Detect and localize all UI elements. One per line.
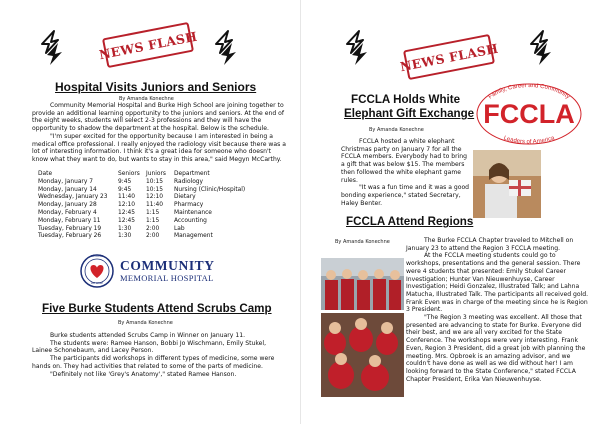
seniors-time-cell: 11:40 bbox=[118, 194, 135, 201]
logo-ring-text-bottom: WE CARE bbox=[90, 282, 104, 285]
table-row bbox=[32, 194, 250, 202]
date-cell: Monday, January 28 bbox=[38, 202, 97, 209]
paragraph: "It was a fun time and it was a good bonding experience," stated Secretary, Haley Benter. bbox=[341, 184, 470, 207]
seniors-time-cell: 12:10 bbox=[118, 202, 135, 209]
date-cell: Monday, February 4 bbox=[38, 209, 97, 216]
paragraph: At the FCCLA meeting students could go to workshops, presentations and the general session. There were 4 students that presented: Emily Stukel Career Investigation; Hunter Van Nieuwenhuyse, Career Investigation; Heidi Gonzalez, Illustrated Talk; and Lahna Matucha, Illustrated Talk. The participants all received gold. Frank Even was in charge of the meeting since he is Region 3 President. bbox=[406, 252, 589, 314]
title-line: Elephant Gift Exchange bbox=[344, 107, 475, 120]
date-cell: Wednesday, January 23 bbox=[38, 194, 108, 201]
paragraph: "The Region 3 meeting was excellent. All those that presented are advancing to state for Burke. Everyone did their best, and we are all very excited for the State Conference. The workshops were very interesting. Frank Even, Region 3 President, did a great job with planning the meeting. Mrs. Opbroek is an amazing advisor, and we couldn't have done as well as we did without her! I am looking forward to the State Conference," stated FCCLA Chapter President, Erika Van Nieuwenhuyse. bbox=[406, 314, 586, 383]
juniors-time-cell: 2:00 bbox=[146, 233, 160, 240]
seniors-time-cell: 12:45 bbox=[118, 217, 135, 224]
date-cell: Monday, February 11 bbox=[38, 217, 101, 224]
regions-group-photo bbox=[321, 258, 404, 310]
date-cell: Monday, January 7 bbox=[38, 178, 93, 185]
community-memorial-hospital-logo bbox=[80, 253, 230, 289]
svg-text:Leaders of America bbox=[503, 135, 556, 145]
paragraph: "Definitely not like 'Grey's Anatomy'," stated Ramee Hanson. bbox=[50, 370, 237, 378]
svg-text:Family, Career and Community bbox=[488, 83, 571, 100]
paragraph: The students were: Ramee Hanson, Bobbi Jo Wischmann, Emily Stukel, Lainee Schonebaum, and Lacey Person. bbox=[32, 339, 267, 355]
table-row bbox=[32, 218, 250, 226]
department-cell: Lab bbox=[174, 225, 185, 232]
department-cell: Nursing (Clinic/Hospital) bbox=[174, 186, 246, 193]
table-row bbox=[32, 233, 250, 241]
table-row bbox=[32, 202, 250, 210]
seniors-time-cell: 12:45 bbox=[118, 209, 135, 216]
right-page bbox=[300, 0, 600, 424]
article-title-regions: FCCLA Attend Regions bbox=[346, 215, 474, 228]
fccla-logo bbox=[470, 80, 588, 148]
table-body bbox=[32, 179, 250, 241]
byline: By Amanda Konechne bbox=[369, 127, 424, 133]
lightning-bolt-icon bbox=[527, 28, 557, 68]
seniors-time-cell: 1:30 bbox=[118, 225, 132, 232]
article-title-scrubs: Five Burke Students Attend Scrubs Camp bbox=[42, 302, 272, 315]
hospital-name-line1: COMMUNITY bbox=[120, 258, 215, 273]
seniors-time-cell: 9:45 bbox=[118, 186, 132, 193]
juniors-time-cell: 10:15 bbox=[146, 186, 163, 193]
juniors-time-cell: 1:15 bbox=[146, 217, 160, 224]
byline: By Amanda Konechne bbox=[118, 320, 173, 326]
juniors-time-cell: 10:15 bbox=[146, 178, 163, 185]
column-header: Seniors bbox=[118, 171, 140, 177]
article-body-scrubs bbox=[32, 332, 288, 378]
fccla-arc-bottom: Leaders of America bbox=[502, 135, 556, 146]
table-row bbox=[32, 187, 250, 195]
heart-icon bbox=[80, 254, 114, 288]
shadow-schedule-table bbox=[32, 171, 250, 241]
lightning-bolt-icon bbox=[343, 28, 373, 68]
table-row bbox=[32, 179, 250, 187]
department-cell: Radiology bbox=[174, 178, 204, 185]
hospital-name-line2: MEMORIAL HOSPITAL bbox=[120, 273, 214, 283]
lightning-bolt-icon bbox=[38, 28, 68, 68]
column-header: Date bbox=[38, 171, 53, 177]
seniors-time-cell: 9:45 bbox=[118, 178, 132, 185]
date-cell: Tuesday, February 19 bbox=[38, 225, 102, 232]
fccla-wordmark: FCCLA bbox=[483, 99, 575, 129]
news-flash-text: NEWS FLASH bbox=[398, 40, 500, 74]
column-header: Juniors bbox=[146, 171, 166, 177]
column-header: Department bbox=[174, 171, 210, 177]
juniors-time-cell: 12:10 bbox=[146, 194, 163, 201]
seniors-time-cell: 1:30 bbox=[118, 233, 132, 240]
article-body-hospital bbox=[32, 102, 288, 164]
table-row bbox=[32, 226, 250, 234]
logo-ring-text-top: BECAUSE bbox=[90, 255, 104, 258]
article-body-white-elephant bbox=[341, 138, 471, 207]
department-cell: Pharmacy bbox=[174, 202, 204, 209]
department-cell: Dietary bbox=[174, 194, 196, 201]
news-flash-stamp bbox=[97, 22, 199, 68]
paragraph: The participants did workshops in different types of medicine, some were hands on. They had activities that related to some of the parts of medicine. bbox=[32, 355, 275, 370]
department-cell: Management bbox=[174, 233, 213, 240]
byline: By Amanda Konechne bbox=[119, 96, 174, 102]
news-flash-stamp bbox=[398, 34, 500, 80]
regions-meeting-photo bbox=[321, 313, 404, 397]
article-title-hospital: Hospital Visits Juniors and Seniors bbox=[55, 80, 257, 94]
article-title-white-elephant bbox=[344, 93, 474, 121]
gift-exchange-photo bbox=[473, 150, 541, 218]
paragraph: The Burke FCCLA Chapter traveled to Mitchell on January 23 to attend the Region 3 FCCLA meeting. bbox=[406, 237, 574, 252]
department-cell: Maintenance bbox=[174, 209, 212, 216]
fccla-arc-top: Family, Career and Community bbox=[487, 82, 571, 101]
byline: By Amanda Konechne bbox=[335, 239, 390, 245]
paragraph: Community Memorial Hospital and Burke High School are joining together to provide an additional learning opportunity to the juniors and seniors. At the end of the eight weeks, students will select 2-3 professions and they will have the opportunity to shadow the department at the hospital. Below is the schedule. bbox=[32, 102, 285, 133]
paragraph: "I'm super excited for the opportunity because I am interested in being a medical office professional. I really enjoyed the radiology visit because there was a lot of interesting information. I think it's a great idea for someone who doesn't know what they want to do, but wants to stay in this area," said Megyn McCarthy. bbox=[32, 132, 286, 163]
article-body-regions bbox=[406, 237, 592, 383]
date-cell: Monday, January 14 bbox=[38, 186, 97, 193]
juniors-time-cell: 11:40 bbox=[146, 202, 163, 209]
table-header-row bbox=[32, 171, 250, 179]
paragraph: FCCLA hosted a white elephant Christmas party on January 7 for all the FCCLA members. Everybody had to bring a gift that was below $15. The members then followed the white elephant game rules. bbox=[341, 138, 468, 184]
paragraph: Burke students attended Scrubs Camp in Winner on January 11. bbox=[50, 332, 246, 339]
juniors-time-cell: 1:15 bbox=[146, 209, 160, 216]
date-cell: Tuesday, February 26 bbox=[38, 233, 102, 240]
juniors-time-cell: 2:00 bbox=[146, 225, 160, 232]
news-flash-text: NEWS FLASH bbox=[97, 28, 199, 62]
title-line: FCCLA Holds White bbox=[351, 93, 461, 106]
table-row bbox=[32, 210, 250, 218]
department-cell: Accounting bbox=[174, 217, 207, 224]
lightning-bolt-icon bbox=[212, 28, 242, 68]
